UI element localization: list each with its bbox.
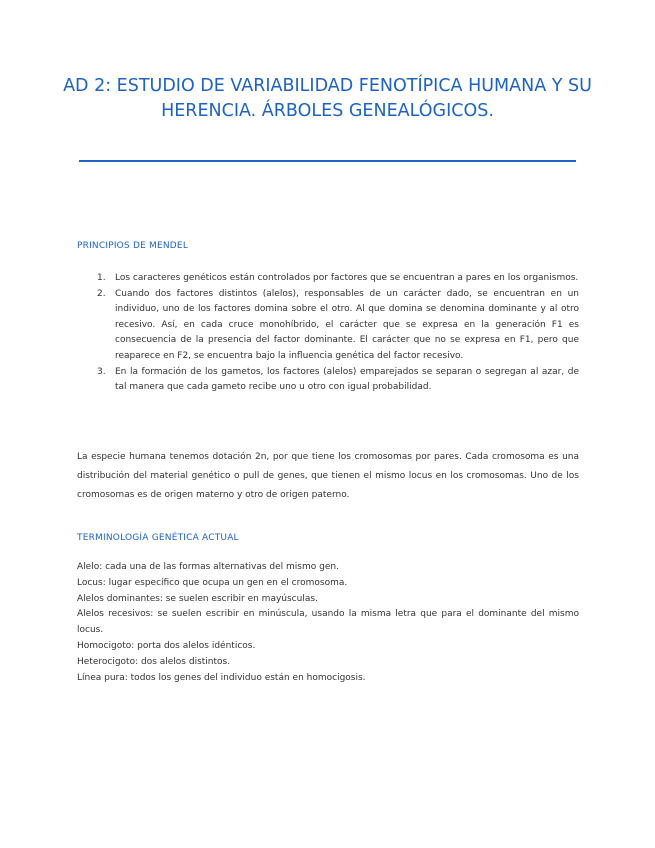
- terminology-list: [77, 560, 579, 686]
- list-item-text: Cuando dos factores distintos (alelos), responsables de un carácter dado, se encuentran en un individuo, uno de los factores domina sobre el otro. Al que domina se denomina dominante y al otro recesivo. Así, en cada cruce monohíbrido, el carácter que se expresa en la generación F1 es consecuencia de la presencia del factor dominante. El carácter que no se expresa en F1, pero que reaparece en F2, se encuentra bajo la influencia genética del factor recesivo.: [115, 288, 579, 361]
- list-item-number: 3.: [97, 366, 106, 377]
- term-line: Alelo: cada una de las formas alternativas del mismo gen.: [77, 562, 339, 572]
- list-item-text: Los caracteres genéticos están controlados por factores que se encuentran a pares en los organismos.: [115, 273, 579, 283]
- term-line: Locus: lugar específico que ocupa un gen en el cromosoma.: [77, 577, 348, 588]
- term-line: Heterocigoto: dos alelos distintos.: [77, 656, 231, 667]
- mendel-principles-list: [77, 271, 579, 396]
- term-line: Línea pura: todos los genes del individuo están en homocigosis.: [77, 672, 366, 683]
- title-underline: [79, 160, 576, 162]
- term-line: Homocigoto: porta dos alelos idénticos.: [77, 640, 256, 651]
- term-line: Alelos dominantes: se suelen escribir en mayúsculas.: [77, 593, 318, 604]
- list-item-number: 1.: [97, 273, 106, 283]
- list-item-number: 2.: [97, 288, 106, 299]
- document-title: AD 2: ESTUDIO DE VARIABILIDAD FENOTÍPICA HUMANA Y SU HERENCIA. ÁRBOLES GENEALÓGICOS.: [63, 76, 592, 121]
- list-item: [77, 287, 579, 365]
- list-item: [77, 365, 579, 396]
- list-item: [77, 271, 579, 287]
- dotacion-paragraph: La especie humana tenemos dotación 2n, por que tiene los cromosomas por pares. Cada cromosoma es una distribución del material genético o pull de genes, que tienen el mismo locus en los cromosomas. Uno de los cromosomas es de origen materno y otro de origen paterno.: [77, 452, 579, 500]
- heading-terminologia: TERMINOLOGÍA GENÉTICA ACTUAL: [77, 533, 239, 543]
- list-item-text: En la formación de los gametos, los factores (alelos) emparejados se separan o segregan al azar, de tal manera que cada gameto recibe uno u otro con igual probabilidad.: [115, 366, 579, 393]
- term-line: Alelos recesivos: se suelen escribir en minúscula, usando la misma letra que para el dominante del mismo locus.: [77, 609, 579, 636]
- heading-principios-mendel: PRINCIPIOS DE MENDEL: [77, 241, 189, 251]
